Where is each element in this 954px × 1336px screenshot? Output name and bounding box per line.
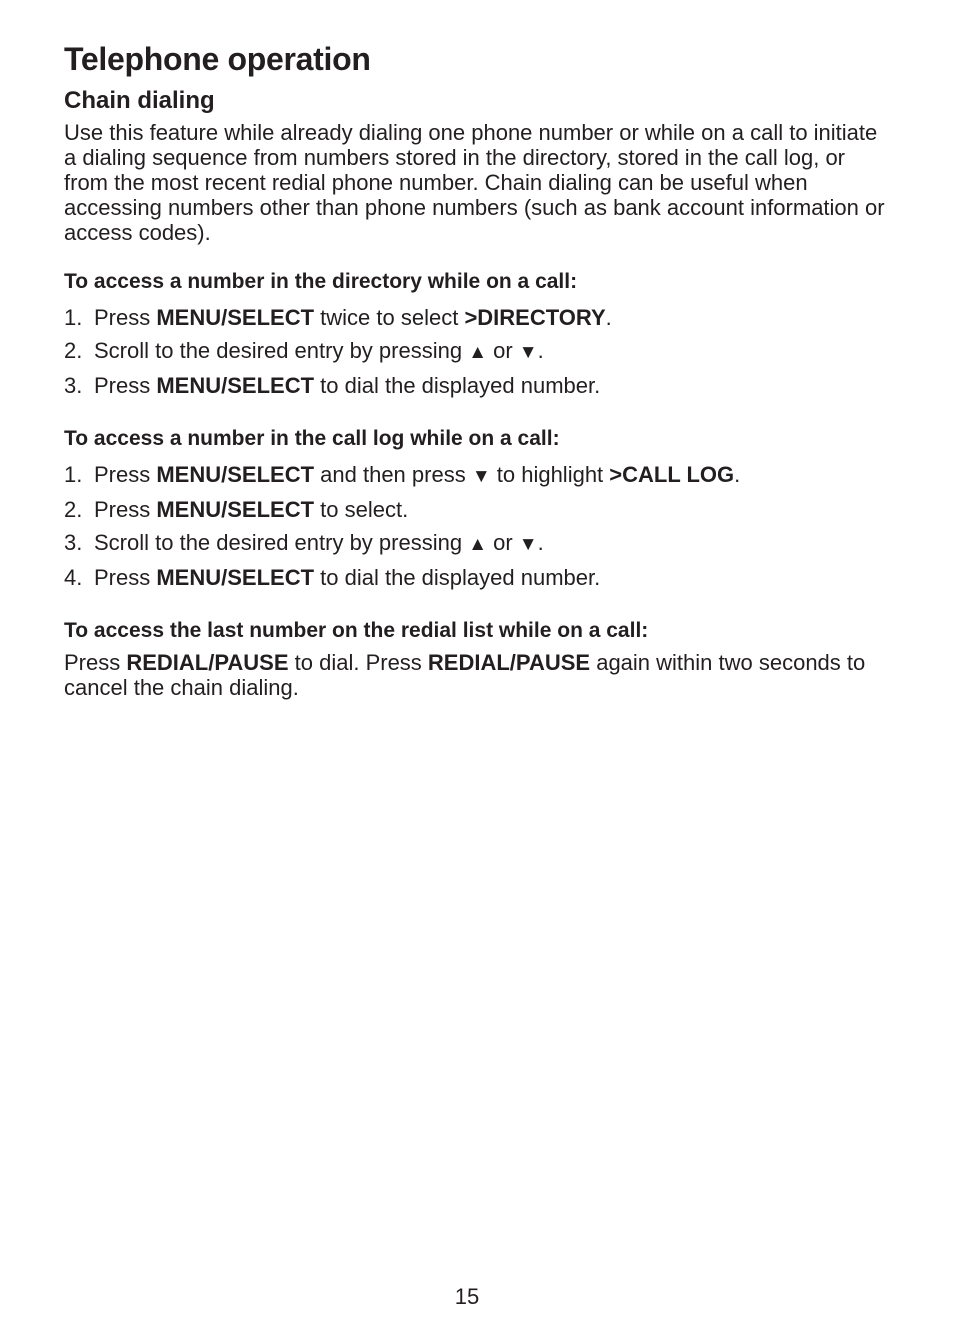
step-text: Scroll to the desired entry by pressing ▲ or ▼.	[94, 530, 544, 555]
step-text: Press MENU/SELECT to select.	[94, 497, 409, 522]
manual-page	[64, 38, 894, 700]
step-number: 3.	[64, 373, 83, 398]
step-text: Scroll to the desired entry by pressing ▲ or ▼.	[94, 338, 544, 363]
step-number: 3.	[64, 530, 83, 555]
list-item	[64, 369, 894, 402]
page-number: 15	[454, 1284, 480, 1309]
up-arrow-icon: ▲	[468, 534, 487, 555]
list-item	[64, 458, 894, 493]
step-number: 1.	[64, 305, 83, 330]
step-text: Press MENU/SELECT twice to select >DIRECTORY.	[94, 305, 612, 330]
step-number: 4.	[64, 565, 83, 590]
step-text: Press MENU/SELECT to dial the displayed number.	[94, 373, 601, 398]
directory-steps	[64, 301, 894, 402]
down-arrow-icon: ▼	[518, 342, 538, 363]
step-number: 2.	[64, 497, 83, 522]
step-text: Press MENU/SELECT to dial the displayed number.	[94, 565, 601, 590]
section-title: Chain dialing	[64, 87, 215, 114]
list-item	[64, 301, 894, 334]
calllog-steps	[64, 458, 894, 594]
down-arrow-icon: ▼	[471, 466, 491, 487]
intro-paragraph: Use this feature while already dialing one phone number or while on a call to initiate a dialing sequence from numbers stored in the directory, stored in the call log, or from the most recent redial phone number. Chain dialing can be useful when accessing numbers other than phone numbers (such as bank account information or access codes).	[64, 120, 885, 245]
step-number: 2.	[64, 338, 83, 363]
list-item	[64, 334, 894, 369]
list-item	[64, 561, 894, 594]
step-text: Press MENU/SELECT and then press ▼ to highlight >CALL LOG.	[94, 462, 741, 487]
directory-heading: To access a number in the directory while on a call:	[64, 270, 578, 293]
list-item	[64, 526, 894, 561]
step-number: 1.	[64, 462, 83, 487]
calllog-heading: To access a number in the call log while on a call:	[64, 427, 560, 450]
list-item	[64, 493, 894, 526]
down-arrow-icon: ▼	[518, 534, 538, 555]
page-title: Telephone operation	[64, 41, 371, 77]
redial-paragraph: Press REDIAL/PAUSE to dial. Press REDIAL/PAUSE again within two seconds to cancel the chain dialing.	[64, 650, 866, 700]
up-arrow-icon: ▲	[468, 342, 487, 363]
redial-heading: To access the last number on the redial list while on a call:	[64, 619, 649, 642]
